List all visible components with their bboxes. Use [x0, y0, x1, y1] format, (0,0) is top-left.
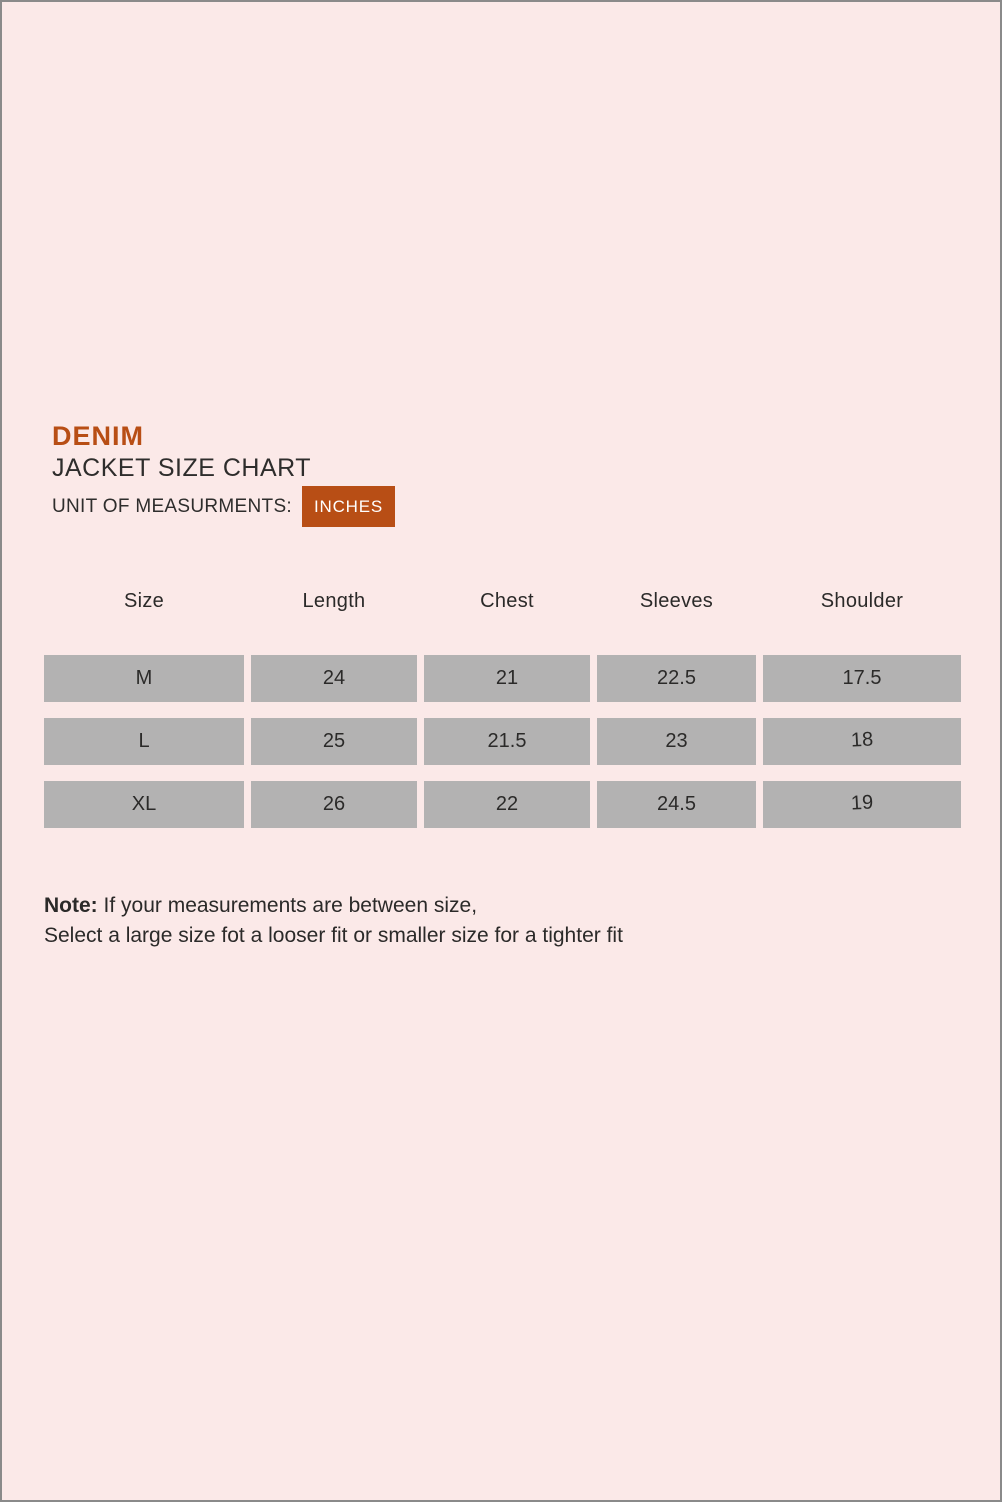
unit-value-badge: INCHES	[302, 486, 395, 527]
cell-xl-sleeves: 24.5	[597, 781, 756, 828]
table-row-l	[44, 718, 961, 765]
table-header-row	[44, 588, 961, 614]
cell-xl-shoulder-value: 19	[850, 791, 874, 815]
cell-m-shoulder: 17.5	[763, 655, 961, 702]
column-header-shoulder: Shoulder	[820, 589, 904, 612]
column-header-sleeves: Sleeves	[639, 589, 714, 612]
note-text-1: If your measurements are between size,	[103, 894, 478, 917]
cell-xl-size: XL	[44, 781, 244, 828]
note-label: Note:	[44, 894, 98, 917]
cell-l-sleeves: 23	[597, 718, 756, 765]
title-block	[52, 421, 311, 483]
note-line-1	[44, 891, 623, 921]
cell-l-size: L	[44, 718, 244, 765]
table-row-m	[44, 655, 961, 702]
column-header-length: Length	[302, 589, 366, 612]
cell-l-chest: 21.5	[424, 718, 590, 765]
cell-m-sleeves: 22.5	[597, 655, 756, 702]
cell-m-chest: 21	[424, 655, 590, 702]
cell-l-shoulder	[763, 718, 961, 765]
cell-m-length: 24	[251, 655, 417, 702]
unit-label: UNIT OF MEASURMENTS:	[52, 495, 292, 517]
unit-of-measurement-row	[52, 486, 395, 527]
cell-xl-shoulder	[763, 781, 961, 828]
column-header-size: Size	[123, 589, 165, 612]
cell-xl-chest: 22	[424, 781, 590, 828]
cell-xl-length: 26	[251, 781, 417, 828]
note-line-2: Select a large size fot a looser fit or smaller size for a tighter fit	[44, 924, 623, 947]
note-block	[44, 891, 623, 951]
cell-l-length: 25	[251, 718, 417, 765]
cell-l-shoulder-value: 18	[850, 728, 874, 752]
page-title: JACKET SIZE CHART	[52, 454, 312, 482]
column-header-chest: Chest	[480, 589, 534, 612]
brand-title: DENIM	[52, 421, 144, 451]
size-chart-table	[44, 588, 961, 828]
table-row-xl	[44, 781, 961, 828]
cell-m-size: M	[44, 655, 244, 702]
